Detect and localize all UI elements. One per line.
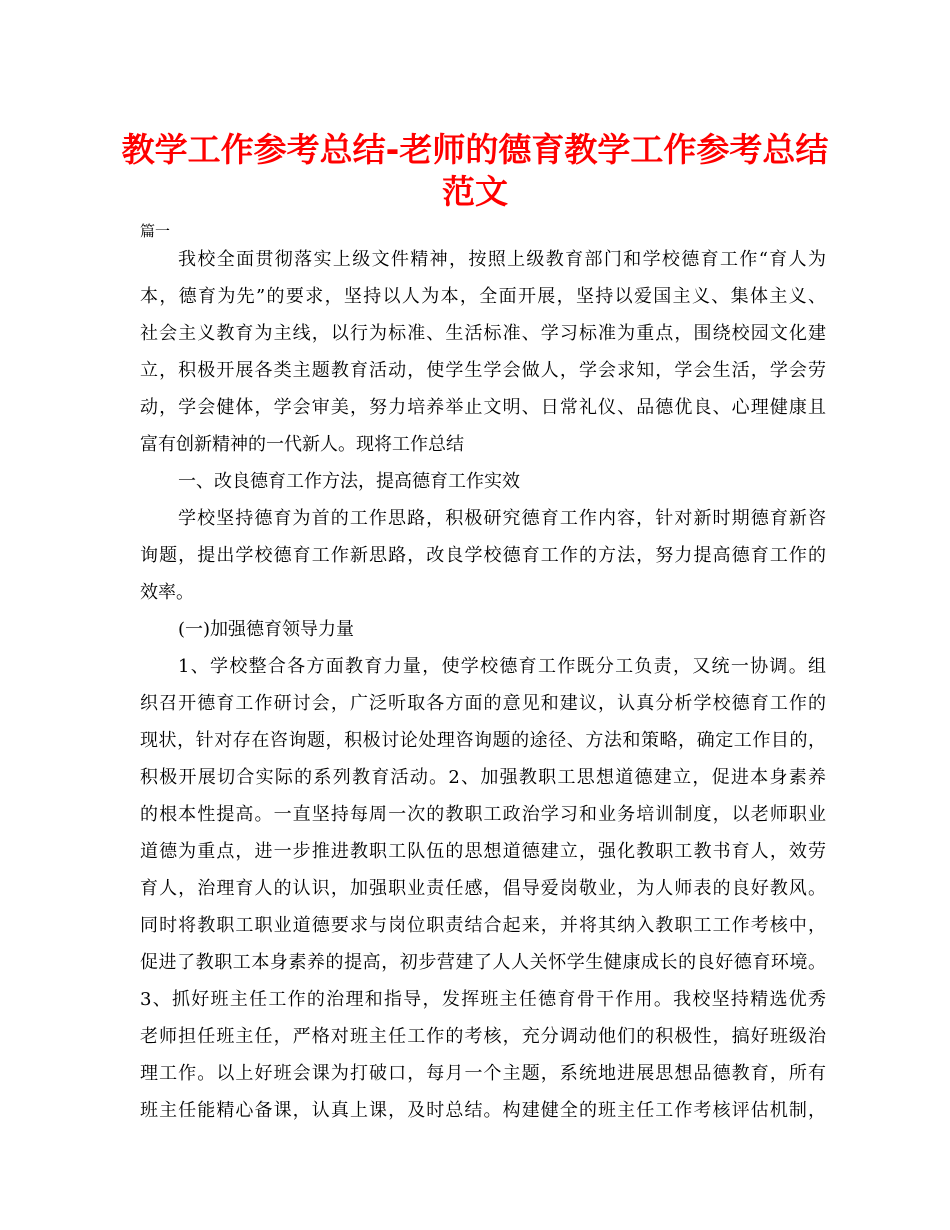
document-title-line-1: 教学工作参考总结-老师的德育教学工作参考总结 [121, 130, 829, 169]
paragraph-line: 询题，提出学校德育工作新思路，改良学校德育工作的方法，努力提高德育工作的 [140, 545, 826, 566]
paragraph-line: 富有创新精神的一代新人。现将工作总结 [140, 434, 464, 455]
paragraph-line: 现状，针对存在咨询题，积极讨论处理咨询题的途径、方法和策略，确定工作目的， [140, 730, 826, 751]
document-title-line-2: 范文 [442, 172, 508, 211]
paragraph-line: 理工作。以上好班会课为打破口，每月一个主题，系统地进展思想品德教育，所有 [140, 1063, 826, 1084]
paragraph-line: 学校坚持德育为首的工作思路，积极研究德育工作内容，针对新时期德育新咨 [178, 508, 826, 529]
paragraph-line: 班主任能精心备课，认真上课，及时总结。构建健全的班主任工作考核评估机制， [140, 1100, 826, 1121]
paragraph-line: 织召开德育工作研讨会，广泛听取各方面的意见和建议，认真分析学校德育工作的 [140, 693, 826, 714]
paragraph-line: 育人，治理育人的认识，加强职业责任感，倡导爱岗敬业，为人师表的良好教风。 [140, 878, 826, 899]
paragraph-line: 1、学校整合各方面教育力量，使学校德育工作既分工负责，又统一协调。组 [178, 656, 826, 677]
paragraph-line: 我校全面贯彻落实上级文件精神，按照上级教育部门和学校德育工作“育人为 [178, 249, 826, 270]
paragraph-line: 的根本性提高。一直坚持每周一次的教职工政治学习和业务培训制度，以老师职业 [140, 804, 826, 825]
subheading: (一)加强德育领导力量 [178, 619, 355, 640]
section-heading: 篇一 [140, 222, 171, 240]
paragraph-line: 同时将教职工职业道德要求与岗位职责结合起来，并将其纳入教职工工作考核中， [140, 915, 826, 936]
paragraph-line: 动，学会健体，学会审美，努力培养举止文明、日常礼仪、品德优良、心理健康且 [140, 397, 826, 418]
paragraph-line: 积极开展切合实际的系列教育活动。2、加强教职工思想道德建立，促进本身素养 [140, 767, 826, 788]
paragraph-line: 效率。 [140, 582, 194, 603]
paragraph-line: 立，积极开展各类主题教育活动，使学生学会做人，学会求知，学会生活，学会劳 [140, 360, 826, 381]
paragraph-line: 社会主义教育为主线，以行为标准、生活标准、学习标准为重点，围绕校园文化建 [140, 323, 826, 344]
paragraph-line: 本，德育为先”的要求，坚持以人为本，全面开展，坚持以爱国主义、集体主义、 [140, 286, 826, 307]
subheading: 一、改良德育工作方法，提高德育工作实效 [178, 471, 520, 492]
paragraph-line: 3、抓好班主任工作的治理和指导，发挥班主任德育骨干作用。我校坚持精选优秀 [140, 989, 826, 1010]
paragraph-line: 老师担任班主任，严格对班主任工作的考核，充分调动他们的积极性，搞好班级治 [140, 1026, 826, 1047]
paragraph-line: 道德为重点，进一步推进教职工队伍的思想道德建立，强化教职工教书育人，效劳 [140, 841, 826, 862]
paragraph-line: 促进了教职工本身素养的提高，初步营建了人人关怀学生健康成长的良好德育环境。 [140, 952, 826, 973]
